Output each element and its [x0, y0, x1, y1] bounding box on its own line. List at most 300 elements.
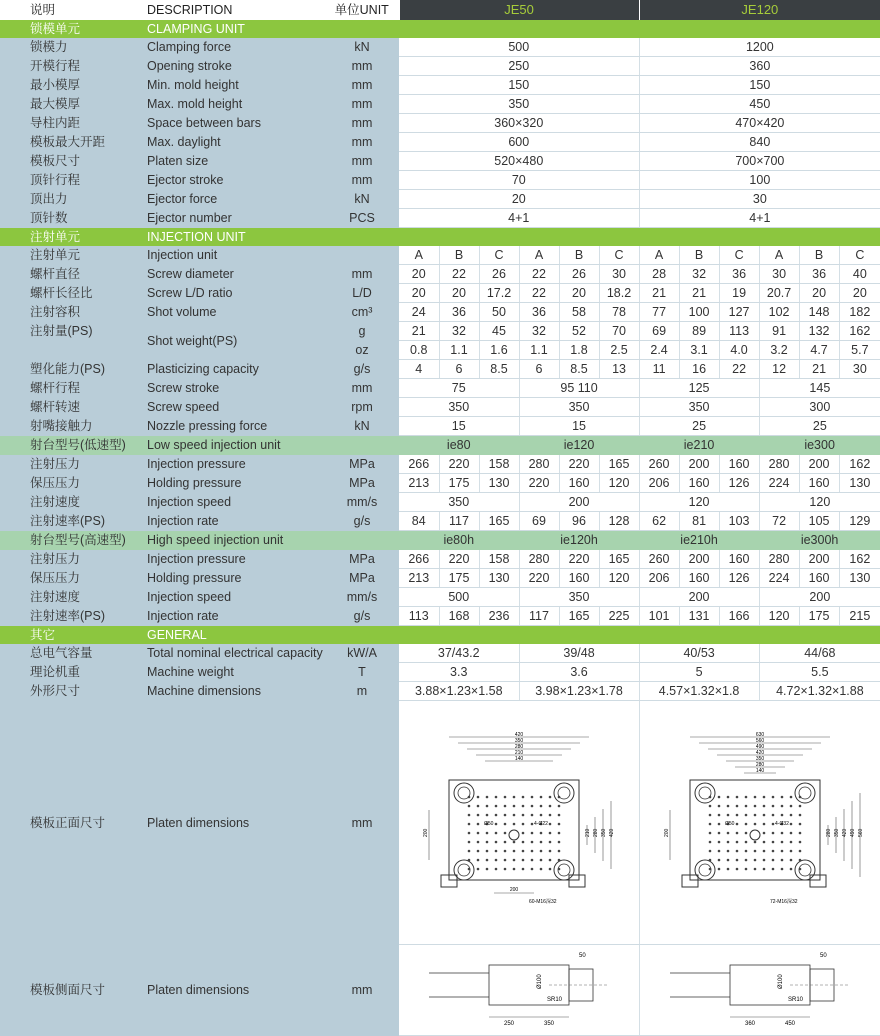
rate-row: [0, 512, 880, 531]
value-cell: 1.6: [479, 341, 519, 360]
value-cell: 26: [479, 265, 519, 284]
injection-row: [0, 284, 880, 303]
value-cell: 3.88×1.23×1.58: [399, 682, 519, 701]
value-cell: 5.5: [759, 663, 880, 682]
dimension-label: 420: [514, 732, 523, 738]
value-cell: 77: [639, 303, 679, 322]
dimension-label: 200: [509, 887, 518, 893]
value-cell: 30: [839, 360, 880, 379]
clamping-row: [0, 133, 880, 152]
value-cell: 75: [399, 379, 519, 398]
row-label-zh: 注射速率(PS): [0, 512, 137, 531]
row-unit: MPa: [325, 550, 399, 569]
value-cell: 360: [639, 57, 880, 76]
value-cell: 280: [519, 455, 559, 474]
value-cell: 200: [679, 455, 719, 474]
holding-row: [0, 569, 880, 588]
value-cell: 78: [599, 303, 639, 322]
value-cell: 36: [799, 265, 839, 284]
row-label-zh: 模板侧面尺寸: [0, 945, 137, 1036]
value-cell: 20.7: [759, 284, 799, 303]
value-cell: 36: [439, 303, 479, 322]
value-cell: 70: [599, 322, 639, 341]
row-label-en: Total nominal electrical capacity: [137, 644, 325, 663]
value-cell: ie300: [759, 436, 880, 455]
value-cell: 21: [639, 284, 679, 303]
row-label-en: Min. mold height: [137, 76, 325, 95]
rate-row: [0, 607, 880, 626]
value-cell: 30: [759, 265, 799, 284]
value-cell: 1200: [639, 38, 880, 57]
pressure-row: [0, 550, 880, 569]
value-cell: 101: [639, 607, 679, 626]
value-cell: 131: [679, 607, 719, 626]
value-cell: 700×700: [639, 152, 880, 171]
drawing-row-side: [0, 945, 880, 1036]
value-cell: 30: [639, 190, 880, 209]
row-label-zh: 注射速度: [0, 588, 137, 607]
row-label-en: Platen dimensions: [137, 701, 325, 945]
value-cell: 3.98×1.23×1.78: [519, 682, 639, 701]
row-unit: [325, 246, 399, 265]
value-cell: 126: [719, 474, 759, 493]
value-cell: 21: [799, 360, 839, 379]
platen-front-drawing: [650, 725, 870, 915]
value-cell: 350: [399, 493, 519, 512]
value-cell: ie80h: [399, 531, 519, 550]
value-cell: 52: [559, 322, 599, 341]
center-hole-label: Ø50: [483, 821, 494, 827]
value-cell: 162: [839, 455, 880, 474]
value-cell: 39/48: [519, 644, 639, 663]
value-cell: 36: [519, 303, 559, 322]
value-cell: 32: [679, 265, 719, 284]
value-cell: 5: [639, 663, 759, 682]
value-cell: 69: [519, 512, 559, 531]
row-label-en: Injection pressure: [137, 550, 325, 569]
row-label-zh: 总电气容量: [0, 644, 137, 663]
value-cell: 21: [399, 322, 439, 341]
value-cell: 20: [399, 265, 439, 284]
value-cell: 113: [719, 322, 759, 341]
row-label-zh: 射嘴接触力: [0, 417, 137, 436]
value-cell: 58: [559, 303, 599, 322]
value-cell: 220: [559, 550, 599, 569]
row-label-zh: 注射速度: [0, 493, 137, 512]
value-cell: 3.1: [679, 341, 719, 360]
row-label-zh: 顶针行程: [0, 171, 137, 190]
value-cell: B: [439, 246, 479, 265]
value-cell: 117: [439, 512, 479, 531]
value-cell: 130: [479, 474, 519, 493]
value-cell: 168: [439, 607, 479, 626]
value-cell: 160: [719, 550, 759, 569]
row-label-zh: 螺杆直径: [0, 265, 137, 284]
value-cell: 70: [399, 171, 639, 190]
row-label-en: Shot volume: [137, 303, 325, 322]
dimension-label: 420: [841, 828, 848, 837]
thread-label: 60-M16深32: [528, 899, 557, 905]
value-cell: 24: [399, 303, 439, 322]
row-label-zh: 射台型号(高速型): [0, 531, 137, 550]
value-cell: 500: [399, 38, 639, 57]
value-cell: 266: [399, 455, 439, 474]
value-cell: 1.1: [519, 341, 559, 360]
value-cell: 600: [399, 133, 639, 152]
value-cell: 3.6: [519, 663, 639, 682]
row-unit: mm: [325, 152, 399, 171]
dimension-label: 140: [755, 768, 765, 774]
value-cell: 148: [799, 303, 839, 322]
dimension-label: 350: [543, 1021, 554, 1027]
value-cell: 470×420: [639, 114, 880, 133]
value-cell: 280: [519, 550, 559, 569]
value-cell: 20: [439, 284, 479, 303]
dimension-label: 490: [849, 828, 856, 837]
injection-model-row-low: [0, 436, 880, 455]
value-cell: 125: [639, 379, 759, 398]
row-label-en: Nozzle pressing force: [137, 417, 325, 436]
value-cell: A: [759, 246, 799, 265]
injection-model-row-high: [0, 531, 880, 550]
row-label-zh: 导柱内距: [0, 114, 137, 133]
dimension-label: 420: [608, 828, 615, 837]
value-cell: 3.2: [759, 341, 799, 360]
value-cell: 132: [799, 322, 839, 341]
header-desc-zh: 说明: [0, 0, 137, 20]
value-cell: 160: [679, 569, 719, 588]
value-cell: 6: [519, 360, 559, 379]
value-cell: 162: [839, 322, 880, 341]
header-desc-en: DESCRIPTION: [137, 0, 325, 20]
value-cell: 206: [639, 474, 679, 493]
value-cell: 4+1: [399, 209, 639, 228]
value-cell: 25: [639, 417, 759, 436]
row-label-en: High speed injection unit: [137, 531, 325, 550]
row-unit: [325, 531, 399, 550]
tiebar-label: 4-Ø22: [533, 821, 548, 827]
value-cell: 224: [759, 569, 799, 588]
value-cell: 160: [719, 455, 759, 474]
value-cell: 72: [759, 512, 799, 531]
general-row: [0, 682, 880, 701]
row-unit: MPa: [325, 474, 399, 493]
row-label-zh: 射台型号(低速型): [0, 436, 137, 455]
shot-weight-row: [0, 322, 880, 341]
row-unit: mm: [325, 57, 399, 76]
row-label-en: Screw speed: [137, 398, 325, 417]
value-cell: 120: [759, 493, 880, 512]
value-cell: 4.57×1.32×1.8: [639, 682, 759, 701]
row-unit: kN: [325, 417, 399, 436]
value-cell: C: [479, 246, 519, 265]
row-label-zh: 模板尺寸: [0, 152, 137, 171]
value-cell: 4.7: [799, 341, 839, 360]
value-cell: 84: [399, 512, 439, 531]
value-cell: 22: [439, 265, 479, 284]
value-cell: 200: [519, 493, 639, 512]
value-cell: 128: [599, 512, 639, 531]
value-cell: 300: [759, 398, 880, 417]
row-label-zh: 模板正面尺寸: [0, 701, 137, 945]
value-cell: 182: [839, 303, 880, 322]
value-cell: A: [519, 246, 559, 265]
row-unit: kN: [325, 190, 399, 209]
row-label-zh: 最大模厚: [0, 95, 137, 114]
value-cell: A: [399, 246, 439, 265]
value-cell: 4: [399, 360, 439, 379]
value-cell: 32: [519, 322, 559, 341]
row-label-zh: 保压压力: [0, 569, 137, 588]
section-clamping: [0, 20, 880, 38]
value-cell: 120: [599, 569, 639, 588]
value-cell: 130: [839, 569, 880, 588]
value-cell: 350: [519, 588, 639, 607]
value-cell: 160: [799, 474, 839, 493]
value-cell: 44/68: [759, 644, 880, 663]
value-cell: 450: [639, 95, 880, 114]
value-cell: 28: [639, 265, 679, 284]
value-cell: 350: [519, 398, 639, 417]
value-cell: 220: [439, 550, 479, 569]
dimension-label: 450: [784, 1021, 795, 1027]
value-cell: 32: [439, 322, 479, 341]
value-cell: 280: [759, 455, 799, 474]
value-cell: 8.5: [559, 360, 599, 379]
injection-row: [0, 265, 880, 284]
row-label-en: Screw L/D ratio: [137, 284, 325, 303]
row-label-en: Platen dimensions: [137, 945, 325, 1036]
diameter-label: Ø100: [777, 974, 784, 989]
value-cell: 500: [399, 588, 519, 607]
value-cell: 96: [559, 512, 599, 531]
value-cell: 206: [639, 569, 679, 588]
thread-label: 72-M16深32: [769, 899, 798, 905]
row-label-en: Ejector force: [137, 190, 325, 209]
tiebar-label: 4-Ø32: [774, 821, 789, 827]
row-unit: m: [325, 682, 399, 701]
value-cell: 266: [399, 550, 439, 569]
value-cell: 236: [479, 607, 519, 626]
platen-side-drawing: [409, 945, 629, 1030]
value-cell: 158: [479, 550, 519, 569]
speed-row: [0, 588, 880, 607]
value-cell: ie80: [399, 436, 519, 455]
value-cell: 200: [679, 550, 719, 569]
value-cell: 150: [639, 76, 880, 95]
value-cell: C: [599, 246, 639, 265]
row-label-en: Holding pressure: [137, 569, 325, 588]
row-label-zh: 注射压力: [0, 455, 137, 474]
value-cell: 20: [399, 190, 639, 209]
value-cell: 120: [759, 607, 799, 626]
dimension-label: 630: [755, 732, 765, 738]
section-general: [0, 626, 880, 645]
row-label-zh: 外形尺寸: [0, 682, 137, 701]
value-cell: 1.1: [439, 341, 479, 360]
row-unit: PCS: [325, 209, 399, 228]
row-label-en: Injection unit: [137, 246, 325, 265]
value-cell: 105: [799, 512, 839, 531]
dimension-label: 360: [744, 1021, 755, 1027]
row-label-zh: 锁模力: [0, 38, 137, 57]
dimension-label: 280: [592, 828, 599, 837]
value-cell: 126: [719, 569, 759, 588]
row-unit: mm/s: [325, 588, 399, 607]
row-unit: mm: [325, 133, 399, 152]
value-cell: 1.8: [559, 341, 599, 360]
value-cell: 175: [799, 607, 839, 626]
value-cell: 160: [559, 569, 599, 588]
platen-side-drawing: [650, 945, 870, 1030]
value-cell: B: [559, 246, 599, 265]
value-cell: 213: [399, 474, 439, 493]
section-injection: [0, 228, 880, 247]
row-label-en: Platen size: [137, 152, 325, 171]
value-cell: 260: [639, 455, 679, 474]
dimension-label: 250: [503, 1021, 514, 1027]
value-cell: 117: [519, 607, 559, 626]
drawing-row-front: [0, 701, 880, 945]
value-cell: 17.2: [479, 284, 519, 303]
value-cell: 350: [399, 95, 639, 114]
row-unit: mm: [325, 76, 399, 95]
value-cell: 200: [759, 588, 880, 607]
holding-row: [0, 474, 880, 493]
row-unit: mm: [325, 95, 399, 114]
value-cell: 36: [719, 265, 759, 284]
row-unit: oz: [325, 341, 399, 360]
dimension-label: 200: [422, 828, 429, 837]
row-label-zh: 顶针数: [0, 209, 137, 228]
drawing-side-je50: [399, 945, 639, 1036]
value-cell: 95 110: [519, 379, 639, 398]
value-cell: 165: [559, 607, 599, 626]
clamping-row: [0, 76, 880, 95]
dimension-label: 350: [755, 756, 765, 762]
value-cell: 21: [679, 284, 719, 303]
row-label-zh: 注射压力: [0, 550, 137, 569]
value-cell: 11: [639, 360, 679, 379]
value-cell: 225: [599, 607, 639, 626]
general-row: [0, 663, 880, 682]
row-label-zh: 保压压力: [0, 474, 137, 493]
clamping-row: [0, 114, 880, 133]
value-cell: 103: [719, 512, 759, 531]
value-cell: 2.5: [599, 341, 639, 360]
value-cell: 30: [599, 265, 639, 284]
value-cell: 520×480: [399, 152, 639, 171]
value-cell: 160: [799, 569, 839, 588]
clamping-row: [0, 171, 880, 190]
value-cell: 130: [839, 474, 880, 493]
dimension-label: 350: [514, 738, 523, 744]
row-label-en: Machine dimensions: [137, 682, 325, 701]
row-label-en: Opening stroke: [137, 57, 325, 76]
speed-row: [0, 493, 880, 512]
value-cell: 62: [639, 512, 679, 531]
value-cell: 20: [839, 284, 880, 303]
dimension-label: 200: [663, 828, 670, 837]
value-cell: 89: [679, 322, 719, 341]
nozzle-row: [0, 417, 880, 436]
dimension-label: 560: [755, 738, 765, 744]
row-unit: T: [325, 663, 399, 682]
value-cell: ie120: [519, 436, 639, 455]
value-cell: 220: [559, 455, 599, 474]
value-cell: 4.72×1.32×1.88: [759, 682, 880, 701]
row-label-zh: 注射速率(PS): [0, 607, 137, 626]
value-cell: ie210h: [639, 531, 759, 550]
pressure-row: [0, 455, 880, 474]
row-label-zh: 螺杆行程: [0, 379, 137, 398]
value-cell: 100: [639, 171, 880, 190]
value-cell: 280: [759, 550, 799, 569]
value-cell: 25: [759, 417, 880, 436]
value-cell: 175: [439, 474, 479, 493]
row-unit: g/s: [325, 360, 399, 379]
value-cell: 113: [399, 607, 439, 626]
value-cell: ie210: [639, 436, 759, 455]
value-cell: 129: [839, 512, 880, 531]
row-unit: L/D: [325, 284, 399, 303]
radius-label: SR10: [787, 997, 803, 1003]
dimension-label: 50: [578, 953, 586, 959]
value-cell: 360×320: [399, 114, 639, 133]
section-title-en: GENERAL: [137, 626, 880, 645]
row-label-en: Injection speed: [137, 493, 325, 512]
center-hole-label: Ø50: [724, 821, 735, 827]
value-cell: 22: [719, 360, 759, 379]
row-unit: cm³: [325, 303, 399, 322]
row-label-en: Machine weight: [137, 663, 325, 682]
row-label-en: Clamping force: [137, 38, 325, 57]
diameter-label: Ø100: [536, 974, 543, 989]
section-title-en: INJECTION UNIT: [137, 228, 880, 247]
plasticizing-row: [0, 360, 880, 379]
value-cell: 40: [839, 265, 880, 284]
row-unit: kW/A: [325, 644, 399, 663]
value-cell: 3.3: [399, 663, 519, 682]
row-label-zh: 螺杆长径比: [0, 284, 137, 303]
value-cell: 224: [759, 474, 799, 493]
dimension-label: 280: [825, 828, 832, 837]
value-cell: 166: [719, 607, 759, 626]
section-title-zh: 注射单元: [0, 228, 137, 247]
value-cell: 165: [479, 512, 519, 531]
value-cell: 0.8: [399, 341, 439, 360]
value-cell: 160: [559, 474, 599, 493]
row-unit: g/s: [325, 512, 399, 531]
dimension-label: 280: [514, 744, 523, 750]
row-unit: MPa: [325, 569, 399, 588]
value-cell: 102: [759, 303, 799, 322]
model-header: JE120: [639, 0, 880, 20]
injection-unit-row: [0, 246, 880, 265]
row-label-en: Max. daylight: [137, 133, 325, 152]
row-unit: [325, 436, 399, 455]
value-cell: 37/43.2: [399, 644, 519, 663]
value-cell: 4+1: [639, 209, 880, 228]
value-cell: 20: [559, 284, 599, 303]
row-label-zh: 最小模厚: [0, 76, 137, 95]
section-title-en: CLAMPING UNIT: [137, 20, 880, 38]
value-cell: 26: [559, 265, 599, 284]
row-label-en: Screw stroke: [137, 379, 325, 398]
clamping-row: [0, 152, 880, 171]
value-cell: 45: [479, 322, 519, 341]
value-cell: 6: [439, 360, 479, 379]
